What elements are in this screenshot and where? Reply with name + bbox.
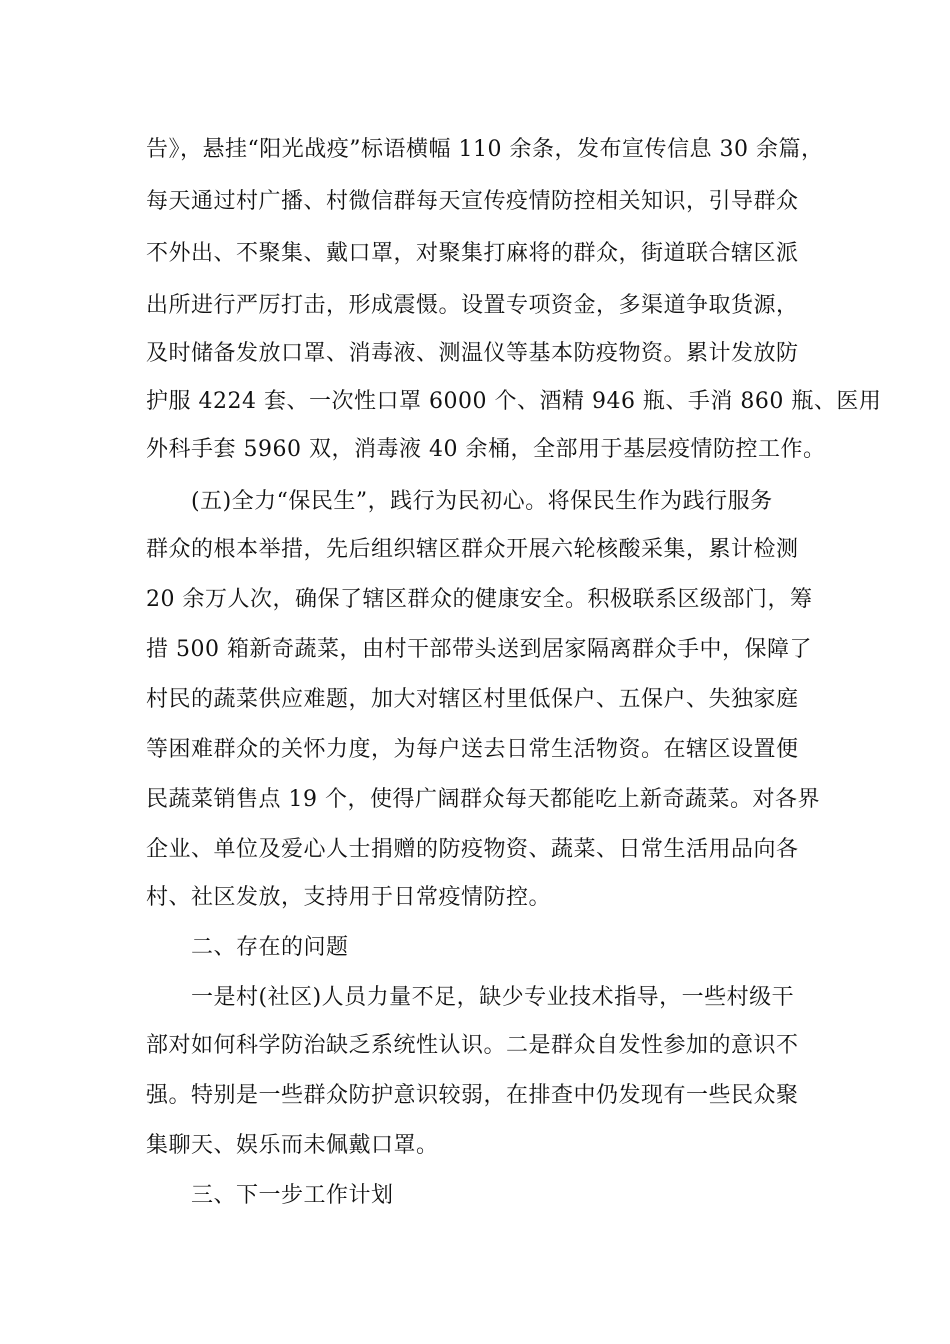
text-line: 等困难群众的关怀力度，为每户送去日常生活物资。在辖区设置便 [146,737,799,762]
text-line: (五)全力“保民生”，践行为民初心。将保民生作为践行服务 [191,489,773,514]
text-line: 出所进行严厉打击，形成震慑。设置专项资金，多渠道争取货源， [146,293,799,318]
text-line: 群众的根本举措，先后组织辖区群众开展六轮核酸采集，累计检测 [146,537,799,562]
text-line: 村民的蔬菜供应难题，加大对辖区村里低保户、五保户、失独家庭 [146,687,799,712]
text-line: 部对如何科学防治缺乏系统性认识。二是群众自发性参加的意识不 [146,1033,799,1058]
text-line: 外科手套 5960 双，消毒液 40 余桶，全部用于基层疫情防控工作。 [146,437,826,462]
text-line: 民蔬菜销售点 19 个，使得广阔群众每天都能吃上新奇蔬菜。对各界 [146,787,820,812]
text-line: 强。特别是一些群众防护意识较弱，在排查中仍发现有一些民众聚 [146,1083,799,1108]
text-line: 及时储备发放口罩、消毒液、测温仪等基本防疫物资。累计发放防 [146,341,799,366]
text-line: 集聊天、娱乐而未佩戴口罩。 [146,1133,439,1158]
section-heading-next-plan: 三、下一步工作计划 [191,1183,394,1208]
text-line: 措 500 箱新奇蔬菜，由村干部带头送到居家隔离群众手中，保障了 [146,637,812,662]
text-line: 每天通过村广播、村微信群每天宣传疫情防控相关知识，引导群众 [146,189,799,214]
text-line: 20 余万人次，确保了辖区群众的健康安全。积极联系区级部门，筹 [146,587,813,612]
text-line: 护服 4224 套、一次性口罩 6000 个、酒精 946 瓶、手消 860 瓶、医用 [146,389,882,414]
text-line: 一是村(社区)人员力量不足，缺少专业技术指导，一些村级干 [191,985,795,1010]
section-heading-problems: 二、存在的问题 [191,935,349,960]
text-line: 村、社区发放，支持用于日常疫情防控。 [146,885,552,910]
text-line: 不外出、不聚集、戴口罩，对聚集打麻将的群众，街道联合辖区派 [146,241,799,266]
text-line: 告》，悬挂“阳光战疫”标语横幅 110 余条，发布宣传信息 30 余篇， [146,137,824,162]
text-line: 企业、单位及爱心人士捐赠的防疫物资、蔬菜、日常生活用品向各 [146,837,799,862]
